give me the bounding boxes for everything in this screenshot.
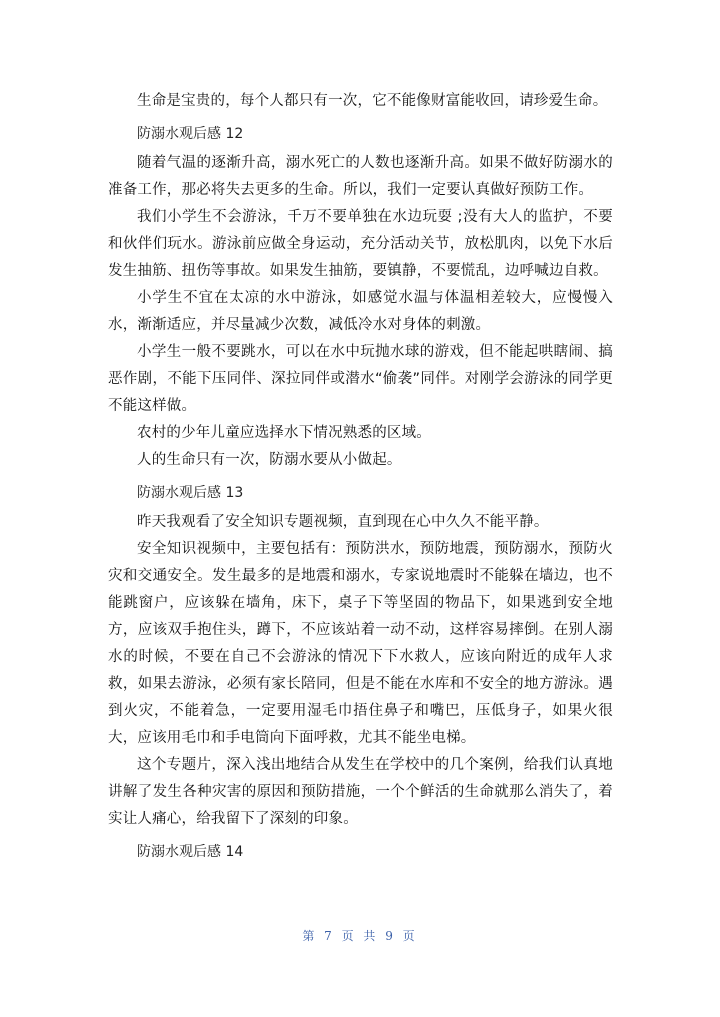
paragraph: 昨天我观看了安全知识专题视频，直到现在心中久久不能平静。 xyxy=(137,514,549,530)
page-number-footer: 第 7 页 共 9 页 xyxy=(302,929,418,943)
paragraph: 随着气温的逐渐升高，溺水死亡的人数也逐渐升高。如果不做好防溺水的准备工作，那必将失去更多的生命。所以，我们一定要认真做好预防工作。 xyxy=(108,155,613,198)
paragraph: 人的生命只有一次，防溺水要从小做起。 xyxy=(137,452,402,468)
paragraph: 小学生一般不要跳水，可以在水中玩抛水球的游戏，但不能起哄瞎闹、搞恶作剧，不能下压同伴、深拉同伴或潜水“偷袭”同伴。对刚学会游泳的同学更不能这样做。 xyxy=(108,344,613,414)
section-heading: 防溺水观后感 13 xyxy=(137,485,244,501)
paragraph: 农村的少年儿童应选择水下情况熟悉的区域。 xyxy=(137,425,431,441)
paragraph: 小学生不宜在太凉的水中游泳，如感觉水温与体温相差较大，应慢慢入水，渐渐适应，并尽量减少次数，减低冷水对身体的刺激。 xyxy=(108,290,613,333)
section-heading: 防溺水观后感 12 xyxy=(137,126,244,142)
paragraph: 我们小学生不会游泳，千万不要单独在水边玩耍 ;没有大人的监护，不要和伙伴们玩水。游泳前应做全身运动，充分活动关节，放松肌肉，以免下水后发生抽筋、扭伤等事故。如果发生抽筋，要镇静，不要慌乱，边呼喊边自救。 xyxy=(108,209,613,279)
paragraph: 安全知识视频中，主要包括有：预防洪水，预防地震，预防溺水，预防火灾和交通安全。发生最多的是地震和溺水，专家说地震时不能躲在墙边，也不能跳窗户，应该躲在墙角，床下，桌子下等坚固的物品下，如果逃到安全地方，应该双手抱住头，蹲下，不应该站着一动不动，这样容易摔倒。在别人溺水的时候，不要在自己不会游泳的情况下下水救人，应该向附近的成年人求救，如果去游泳，必须有家长陪同，但是不能在水库和不安全的地方游泳。遇到火灾，不能着急，一定要用湿毛巾捂住鼻子和嘴巴，压低身子，如果火很大，应该用毛巾和手电筒向下面呼救，尤其不能坐电梯。 xyxy=(108,541,613,746)
paragraph: 这个专题片，深入浅出地结合从发生在学校中的几个案例，给我们认真地讲解了发生各种灾害的原因和预防措施，一个个鲜活的生命就那么消失了，着实让人痛心，给我留下了深刻的印象。 xyxy=(108,757,613,827)
paragraph: 生命是宝贵的，每个人都只有一次，它不能像财富能收回，请珍爱生命。 xyxy=(137,93,608,109)
document-body xyxy=(108,88,613,868)
section-heading: 防溺水观后感 14 xyxy=(137,844,244,860)
